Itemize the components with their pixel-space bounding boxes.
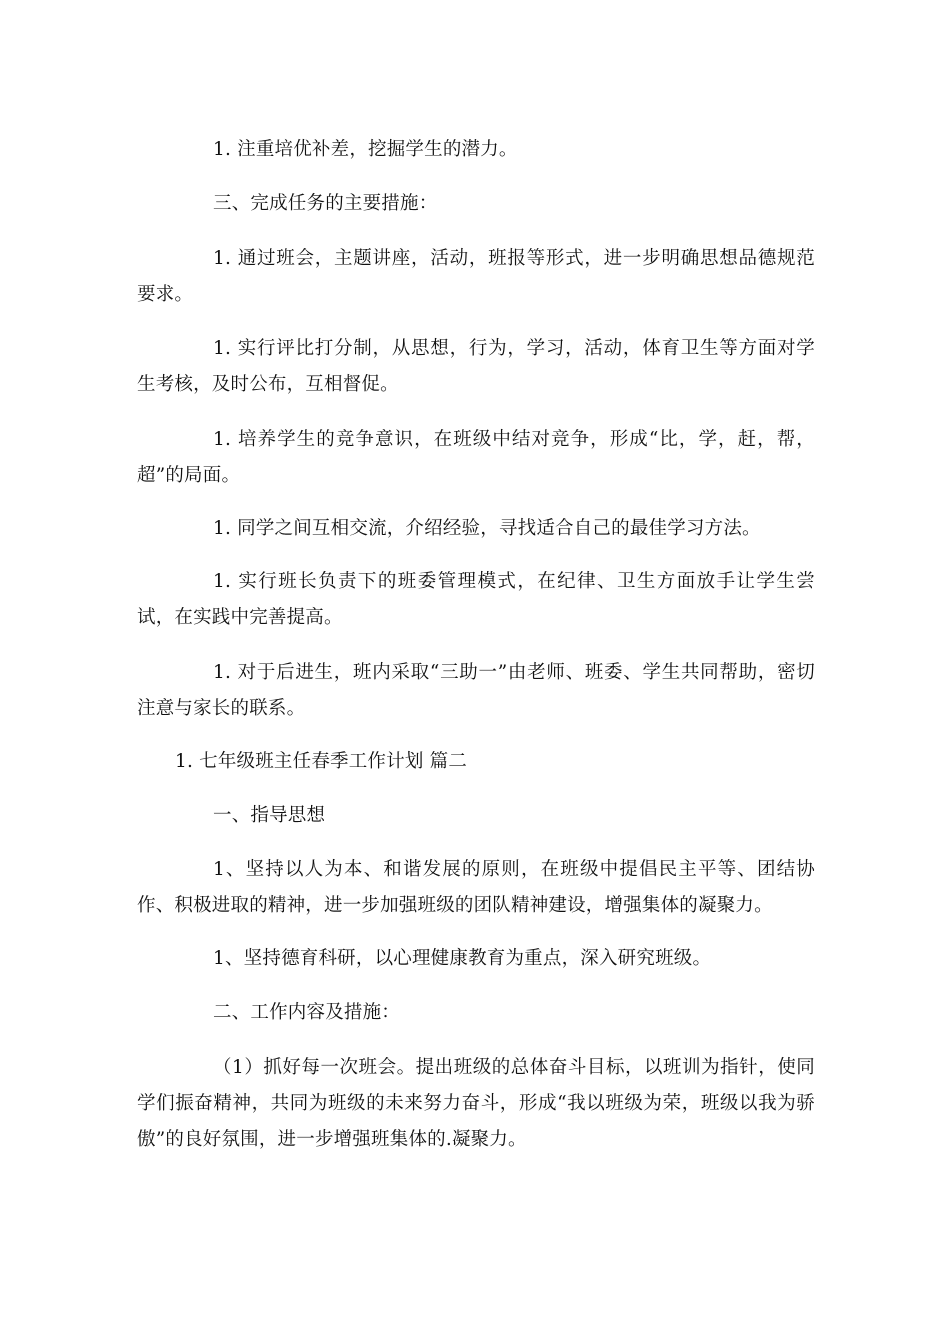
paragraph: 1. 实行评比打分制，从思想，行为，学习，活动，体育卫生等方面对学生考核，及时公布，互相督促。 (137, 338, 815, 395)
section-heading: 三、完成任务的主要措施： (213, 193, 438, 214)
article-subtitle: 1. 七年级班主任春季工作计划 篇二 (175, 751, 468, 772)
paragraph: 1. 实行班长负责下的班委管理模式，在纪律、卫生方面放手让学生尝试，在实践中完善提高。 (137, 571, 815, 628)
paragraph: 1. 注重培优补差，挖掘学生的潜力。 (213, 139, 518, 160)
paragraph: 1、坚持德育科研，以心理健康教育为重点，深入研究班级。 (213, 948, 712, 969)
paragraph: 1. 培养学生的竞争意识，在班级中结对竞争，形成“比，学，赶，帮，超”的局面。 (137, 429, 815, 486)
paragraph: 1. 通过班会，主题讲座，活动，班报等形式，进一步明确思想品德规范要求。 (137, 248, 815, 305)
paragraph: 1. 对于后进生，班内采取“三助一”由老师、班委、学生共同帮助，密切注意与家长的联系。 (137, 662, 815, 719)
paragraph: 1. 同学之间互相交流，介绍经验，寻找适合自己的最佳学习方法。 (213, 518, 761, 539)
section-heading: 二、工作内容及措施： (213, 1002, 401, 1023)
section-heading: 一、指导思想 (213, 805, 326, 826)
paragraph: 1、坚持以人为本、和谐发展的原则，在班级中提倡民主平等、团结协作、积极进取的精神，进一步加强班级的团队精神建设，增强集体的凝聚力。 (137, 859, 815, 916)
paragraph: （1）抓好每一次班会。提出班级的总体奋斗目标，以班训为指针，使同学们振奋精神，共同为班级的未来努力奋斗，形成“我以班级为荣，班级以我为骄傲”的良好氛围，进一步增强班集体的.凝聚力。 (137, 1057, 815, 1150)
